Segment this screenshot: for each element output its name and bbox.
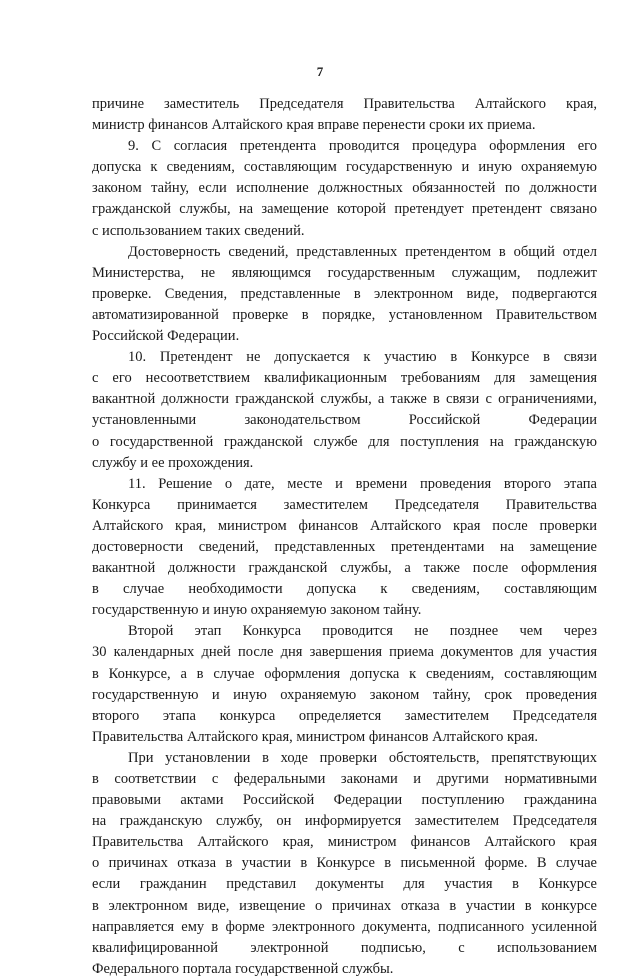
text-line: Российской Федерации. [92, 328, 240, 345]
text-line: Правительства Алтайского края, министром финансов Алтайского края [92, 834, 597, 851]
text-line: причине заместитель Председателя Правительства Алтайского края, [92, 96, 597, 112]
text-line: вакантной должности гражданской службы, а также после оформления [92, 560, 597, 577]
text-line: о государственной гражданской службе для поступления на гражданскую [92, 433, 597, 450]
text-line: в Конкурсе, а в случае оформления допуска к сведениям, составляющим [92, 665, 597, 682]
text-line: установленными законодательством Российской Федерации [92, 412, 597, 429]
text-line: 9. С согласия претендента проводится процедура оформления его [128, 138, 597, 155]
text-line: проверке. Сведения, представленные в электронном виде, подвергаются [92, 285, 597, 302]
text-line: вакантной должности гражданской службы, а также в связи с ограничениями, [92, 391, 597, 408]
text-line: направляется ему в форме электронного документа, подписанного усиленной [92, 918, 597, 935]
text-line: Второй этап Конкурса проводится не позднее чем через [128, 623, 597, 640]
text-line: 10. Претендент не допускается к участию в Конкурсе в связи [128, 349, 597, 366]
text-line: второго этапа конкурса определяется заместителем Председателя [92, 707, 597, 724]
text-line: министр финансов Алтайского края вправе перенести сроки их приема. [92, 117, 536, 134]
text-line: государственную и иную охраняемую законом тайну. [92, 602, 422, 619]
text-line: на гражданскую службу, он информируется заместителем Председателя [92, 813, 597, 830]
text-line: службу и ее прохождения. [92, 454, 254, 471]
document-body [92, 94, 597, 980]
text-line: Правительства Алтайского края, министром финансов Алтайского края. [92, 728, 538, 745]
text-line: Министерства, не являющимся государственным служащим, подлежит [92, 264, 597, 281]
text-line: в случае необходимости допуска к сведениям, составляющим [92, 581, 597, 598]
text-line: Достоверность сведений, представленных претендентом в общий отдел [128, 243, 597, 260]
text-line: 30 календарных дней после дня завершения приема документов для участия [92, 644, 597, 661]
text-line: Федерального портала государственной службы. [92, 960, 394, 977]
text-line: с использованием таких сведений. [92, 222, 305, 239]
page-number: 7 [316, 64, 324, 79]
text-line: Конкурса принимается заместителем Председателя Правительства [92, 496, 597, 513]
text-line: в электронном виде, извещение о причинах отказа в участии в конкурсе [92, 897, 597, 914]
text-line: если гражданин представил документы для участия в Конкурсе [92, 876, 597, 893]
text-line: допуска к сведениям, составляющим государственную и иную охраняемую [92, 159, 597, 176]
text-line: При установлении в ходе проверки обстоятельств, препятствующих [128, 749, 597, 766]
text-line: правовыми актами Российской Федерации поступлению гражданина [92, 792, 597, 809]
text-line: государственную и иную охраняемую законом тайну, срок проведения [92, 686, 597, 703]
text-line: о причинах отказа в участии в Конкурсе в письменной форме. В случае [92, 855, 597, 872]
text-line: квалифицированной электронной подписью, с использованием [92, 939, 597, 956]
text-line: в соответствии с федеральными законами и другими нормативными [92, 771, 597, 787]
text-line: с его несоответствием квалификационным требованиям для замещения [92, 370, 597, 387]
text-line: Алтайского края, министром финансов Алтайского края после проверки [92, 517, 597, 534]
text-line: 11. Решение о дате, месте и времени проведения второго этапа [128, 475, 597, 492]
text-line: гражданской службы, на замещение которой претендует претендент связано [92, 201, 597, 218]
text-line: автоматизированной проверке в порядке, установленном Правительством [92, 306, 597, 323]
text-line: законом тайну, если исполнение должностных обязанностей по должности [92, 180, 597, 197]
text-line: достоверности сведений, представленных претендентами на замещение [92, 538, 597, 555]
